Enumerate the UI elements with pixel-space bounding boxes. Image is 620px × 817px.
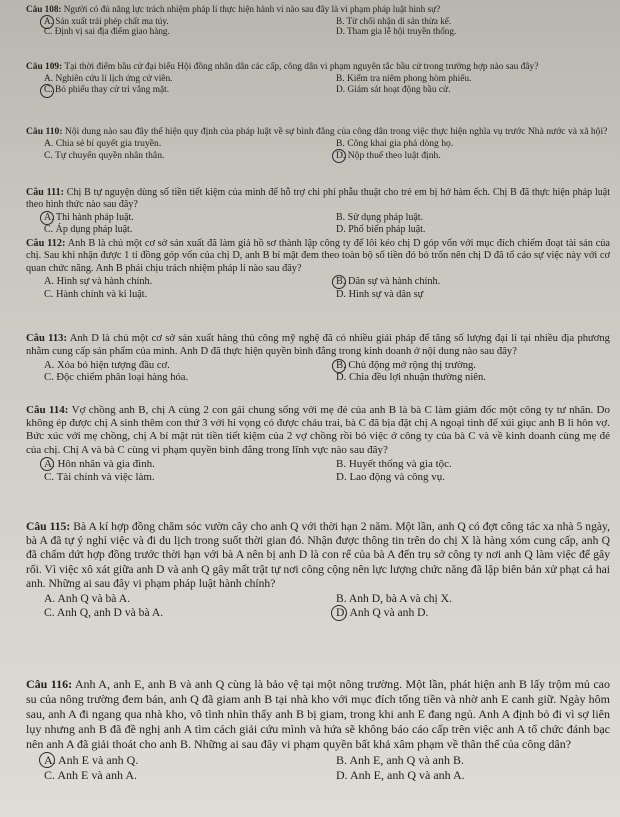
option-b: B. Chủ động mở rộng thị trường.	[318, 360, 610, 373]
question-114	[26, 404, 610, 484]
question-113	[26, 333, 610, 385]
option-c: C. Hành chính và kỉ luật.	[44, 288, 148, 300]
question-109	[26, 62, 610, 96]
option-d: D. Anh E, anh Q và anh A.	[336, 768, 465, 782]
question-number: Câu 108:	[26, 4, 62, 14]
option-a: A. Anh E và anh Q.	[26, 753, 318, 768]
option-c: C. Áp dụng pháp luật.	[44, 224, 133, 235]
answer-options	[26, 360, 610, 386]
question-112	[26, 238, 610, 301]
answer-options	[26, 458, 610, 484]
option-d: D. Nộp thuế theo luật định.	[318, 150, 610, 161]
question-text: Chị B tự nguyện dùng số tiền tiết kiệm của mình để hỗ trợ chi phí phẫu thuật cho trẻ em bị hở hàm ếch. Chị B đã thực hiện pháp luật theo hình thức nào sau đây?	[26, 187, 610, 210]
question-number: Câu 112:	[26, 238, 66, 249]
answer-options	[26, 753, 610, 783]
option-d: D. Lao động và công vụ.	[336, 471, 446, 484]
question-number: Câu 110:	[26, 126, 63, 137]
question-text: Anh B là chủ một cơ sở sản xuất đã làm giả hồ sơ thành lập công ty để lôi kéo chị D góp vốn với mục đích chiếm đoạt tài sản của chị. Sau khi nhận được 1 tỉ đồng góp vốn của chị D, anh B bí mật đem theo toàn bộ số tiền đó bỏ trốn nên chị D đã tố cáo sự việc này với cơ quan chức năng. Anh B phải chịu trách nhiệm pháp lí nào sau đây?	[26, 238, 610, 274]
question-stem	[26, 187, 610, 211]
question-number: Câu 116:	[26, 677, 73, 691]
question-stem	[26, 333, 610, 359]
answer-options	[26, 74, 610, 96]
question-stem	[26, 520, 610, 591]
option-d: D. Giám sát hoạt động bầu cử.	[336, 85, 451, 95]
question-text: Nội dung nào sau đây thể hiện quy định của pháp luật về sự bình đẳng của công dân trong việc thực hiện nghĩa vụ trước Nhà nước và xã hội?	[64, 126, 608, 137]
question-115	[26, 520, 610, 620]
option-b: B. Sử dụng pháp luật.	[336, 212, 424, 223]
question-110	[26, 126, 610, 161]
question-stem	[26, 126, 610, 137]
answer-options	[26, 592, 610, 620]
option-a: A. Nghiên cứu lí lịch ứng cử viên.	[44, 74, 173, 84]
option-c: C. Tự chuyển quyền nhân thân.	[44, 149, 165, 161]
question-number: Câu 111:	[26, 187, 64, 198]
option-c: C. Bỏ phiếu thay cử tri vắng mặt.	[26, 85, 318, 96]
question-stem	[26, 677, 610, 752]
question-text: Anh A, anh E, anh B và anh Q cùng là bảo vệ tại một nông trường. Một lần, phát hiện anh B lấy trộm mủ cao su của nông trường đem bán, anh Q đã giam anh B tại nhà kho với mục đích tống tiền và nhờ anh E canh giữ. Ngày hôm sau, anh A đi ngang qua nhà kho, vô tình nhìn thấy anh B bị giam, trong khi anh E đang ngủ. Anh A định bỏ đi vì sợ liên lụy nhưng anh B đã đề nghị anh A tìm cách giải cứu mình và hứa sẽ không báo cáo cấp trên việc anh A tổ chức đánh bạc nên anh A đã giải thoát cho anh B. Những ai sau đây vi phạm quyền bất khả xâm phạm về thân thể của công dân?	[26, 677, 610, 751]
option-d: D. Phổ biến pháp luật.	[336, 224, 426, 235]
option-a: A. Xóa bỏ hiện tượng đầu cơ.	[44, 359, 170, 371]
question-number: Câu 114:	[26, 404, 69, 416]
option-b: B. Anh E, anh Q và anh B.	[336, 753, 464, 767]
option-c: C. Tài chính và việc làm.	[44, 471, 155, 484]
question-number: Câu 115:	[26, 520, 71, 533]
option-a: A. Hình sự và hành chính.	[44, 276, 153, 288]
option-b: B. Công khai gia phả dòng họ.	[336, 138, 454, 150]
option-d: D. Tham gia lễ hội truyền thống.	[336, 26, 457, 37]
question-116	[26, 677, 610, 783]
question-number: Câu 109:	[26, 62, 63, 72]
option-b: B. Anh D, bà A và chị X.	[336, 592, 452, 606]
option-c: C. Anh Q, anh D và bà A.	[44, 606, 164, 620]
answer-options	[26, 276, 610, 301]
question-text: Người có đủ năng lực trách nhiệm pháp lí thực hiện hành vi nào sau đây là vi phạm pháp luật hình sự?	[63, 4, 441, 14]
option-a: A. Hôn nhân và gia đình.	[26, 458, 318, 471]
option-d: D. Chia đều lợi nhuận thường niên.	[336, 372, 486, 384]
question-stem	[26, 4, 610, 15]
question-text: Bà A kí hợp đồng chăm sóc vườn cây cho anh Q với thời hạn 2 năm. Một lần, anh Q có đợt công tác xa nhà 5 ngày, bà A đã tự ý nghỉ việc và đi du lịch trong suốt thời gian đó. Nhận được thông tin trên do chị X là hàng xóm cung cấp, anh Q đã chấm dứt hợp đồng trước thời hạn với bà A nên bị anh D là con rể của bà A đến trụ sở công ty nơi anh Q làm việc để gây rối. Vì việc xô xát giữa anh D và anh Q gây mất trật tự nơi công cộng nên lực lượng chức năng đã lập biên bản xử phạt cả hai anh. Những ai sau đây vi phạm pháp luật hành chính?	[26, 520, 610, 590]
question-number: Câu 113:	[26, 333, 67, 344]
option-a: A. Sản xuất trái phép chất ma túy.	[26, 16, 318, 27]
question-111	[26, 187, 610, 236]
option-c: C. Định vị sai địa điểm giao hàng.	[44, 26, 170, 37]
option-b: B. Dân sự và hành chính.	[318, 276, 610, 288]
option-a: A. Chia sẻ bí quyết gia truyền.	[44, 138, 162, 150]
answer-options	[26, 212, 610, 236]
option-b: B. Huyết thống và gia tộc.	[336, 457, 452, 470]
option-b: B. Kiểm tra niêm phong hòm phiếu.	[336, 74, 472, 84]
option-a: A. Thi hành pháp luật.	[26, 212, 318, 224]
option-b: B. Từ chối nhận di sản thừa kế.	[336, 15, 452, 26]
option-d: D. Hình sự và dân sự	[336, 288, 424, 300]
option-a: A. Anh Q và bà A.	[44, 592, 130, 606]
answer-options	[26, 16, 610, 37]
question-stem	[26, 62, 610, 73]
question-text: Tại thời điểm bầu cử đại biểu Hội đồng nhân dân các cấp, công dân vi phạm nguyên tắc bầu cử trong trường hợp nào sau đây?	[64, 62, 539, 72]
answer-options	[26, 138, 610, 161]
option-c: C. Độc chiếm phân loại hàng hóa.	[44, 372, 189, 384]
question-stem	[26, 238, 610, 275]
option-d: D. Anh Q và anh D.	[318, 606, 610, 620]
option-c: C. Anh E và anh A.	[44, 768, 137, 782]
question-text: Vợ chồng anh B, chị A cùng 2 con gái chung sống với mẹ đẻ của anh B là bà C làm giám đốc một công ty tư nhân. Do không ép được chị A sinh thêm con thứ 3 với hi vọng có được cháu trai, bà C đã bịa đặt chị A ngoại tình để xúi giục anh B li hôn vợ. Bức xúc với mẹ chồng, chị A bí mật rút tiền tiết kiệm của 2 vợ chồng rồi bỏ việc ở công ty của bà C và về kinh doanh cùng mẹ đẻ của chị. Chị A và bà C cùng vi phạm quyền bình đẳng trong lĩnh vực nào sau đây?	[26, 404, 611, 456]
question-text: Anh D là chủ một cơ sở sản xuất hàng thủ công mỹ nghệ đã có nhiều giải pháp để tăng số lượng đại lí tại nhiều địa phương nhằm cung cấp sản phẩm của mình. Anh D đã thực hiện quyền bình đẳng trong kinh doanh ở nội dung nào sau đây?	[26, 333, 610, 357]
question-108	[26, 4, 610, 37]
question-stem	[26, 404, 610, 457]
